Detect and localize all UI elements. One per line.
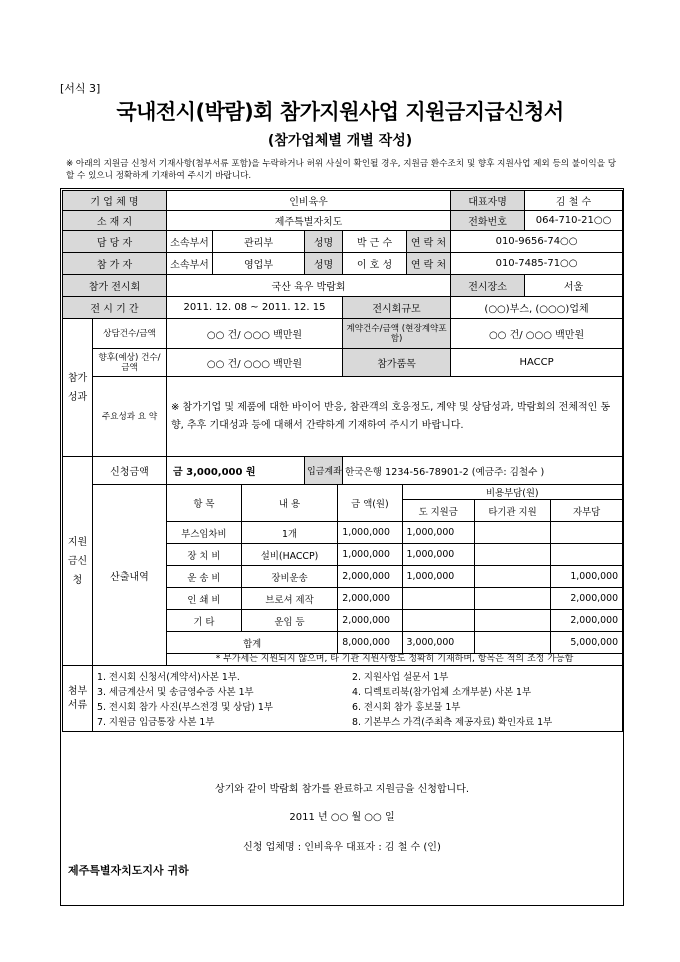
calc-item: 인 쇄 비 [167,588,241,610]
participant-dept-value[interactable]: 영업부 [213,253,305,275]
calc-support[interactable] [402,588,474,610]
manager-dept-value[interactable]: 관리부 [213,231,305,253]
attachments-list [93,667,622,730]
calc-content[interactable]: 1개 [241,522,337,544]
manager-name-label: 성명 [305,231,343,253]
exhibition-place-label: 전시장소 [451,275,525,297]
future-row [63,349,623,377]
future-label: 향후(예상) 건수/금액 [93,349,167,377]
attachment-item: 8. 기본부스 가격(주최측 제공자료) 확인자료 1부 [352,717,553,728]
ceo-label: 대표자명 [451,191,525,211]
application-section-label: 지원금신청 [63,457,93,666]
consult-row [63,319,623,349]
calc-amount[interactable]: 2,000,000 [338,610,402,632]
attachments-row [63,666,623,732]
outcome-row [63,377,623,457]
scale-label: 전시회규모 [343,297,451,319]
closing-date[interactable]: 2011 년 ○○ 월 ○○ 일 [289,812,395,823]
period-value[interactable]: 2011. 12. 08 ~ 2011. 12. 15 [167,297,343,319]
manager-name-value[interactable]: 박 근 수 [343,231,407,253]
document-title: 국내전시(박람)회 참가지원사업 지원금지급신청서 [116,100,564,124]
calc-self[interactable] [551,544,622,566]
calc-row-printing [167,588,622,610]
consult-label: 상담건수/금액 [93,319,167,349]
calc-self[interactable]: 1,000,000 [551,566,622,588]
calc-detail-table [167,485,622,665]
attachments-section-label: 첨부서류 [63,666,93,732]
items-value[interactable]: HACCP [451,349,623,377]
attachment-item: 5. 전시회 참가 사진(부스전경 및 상담) 1부 [97,702,273,713]
calc-support[interactable]: 1,000,000 [402,544,474,566]
participant-name-label: 성명 [305,253,343,275]
manager-contact-label: 연 락 처 [407,231,451,253]
calc-support[interactable]: 1,000,000 [402,566,474,588]
contract-value[interactable]: ○○ 건/ ○○○ 백만원 [451,319,623,349]
header-self: 자부담 [551,500,622,522]
calc-other[interactable] [474,522,550,544]
attachment-item: 3. 세금계산서 및 송금영수증 사본 1부 [97,687,254,698]
header-content: 내 용 [241,485,337,522]
address-label: 소 재 지 [63,211,167,231]
notice-text: ※ 아래의 지원금 신청서 기재사항(첨부서류 포함)을 누락하거나 허위 사실이 확인될 경우, 지원금 환수조치 및 향후 지원사업 제외 등의 불이익을 당할 수 있으니 정확하게 기재하여 주시기 바랍니다. [66,159,617,181]
scale-value[interactable]: (○○)부스, (○○○)업체 [451,297,623,319]
attachment-item: 2. 지원사업 설문서 1부 [352,672,449,683]
header-burden: 비용부담(원) [402,485,622,500]
header-support: 도 지원금 [402,500,474,522]
calc-item: 장 치 비 [167,544,241,566]
participant-dept-label: 소속부서 [167,253,213,275]
exhibition-place-value[interactable]: 서울 [525,275,623,297]
attachment-item: 4. 디렉토리북(참가업체 소개부분) 사본 1부 [352,687,532,698]
manager-row [63,231,623,253]
account-value[interactable]: 한국은행 1234-56-78901-2 (예금주: 김철수 ) [343,457,623,485]
address-value[interactable]: 제주특별자치도 [167,211,451,231]
calc-label: 산출내역 [93,485,167,666]
participant-row [63,253,623,275]
participant-contact-label: 연 락 처 [407,253,451,275]
amount-label: 신청금액 [93,457,167,485]
company-row [63,191,623,211]
exhibition-label: 참가 전시회 [63,275,167,297]
participant-label: 참 가 자 [63,253,167,275]
calc-row-etc [167,610,622,632]
calc-amount[interactable]: 2,000,000 [338,588,402,610]
calc-note: * 부가세는 지원되지 않으며, 타 기관 지원사항도 정확히 기재하며, 항목은 적의 조정 가능함 [167,654,622,666]
calc-support[interactable]: 1,000,000 [402,522,474,544]
closing-statement: 상기와 같이 박람회 참가를 완료하고 지원금을 신청합니다. [214,784,470,795]
contract-label: 계약건수/금액 (현장계약포함) [343,319,451,349]
outcome-value[interactable]: ※ 참가기업 및 제품에 대한 바이어 반응, 참관객의 호응정도, 계약 및 상담성과, 박람회의 전체적인 동향, 추후 기대성과 등에 대해서 간략하게 기재하여 주시기 바랍니다. [167,377,623,457]
addressee: 제주특별자치도지사 귀하 [68,864,189,877]
calc-item: 부스임차비 [167,522,241,544]
exhibition-name-value[interactable]: 국산 육우 박람회 [167,275,451,297]
company-name-value[interactable]: 인비육우 [167,191,451,211]
calc-total-self[interactable]: 5,000,000 [551,632,622,654]
calc-amount[interactable]: 1,000,000 [338,522,402,544]
period-label: 전 시 기 간 [63,297,167,319]
calc-other[interactable] [474,610,550,632]
attachment-item: 6. 전시회 참가 홍보물 1부 [352,702,461,713]
header-other: 타기관 지원 [474,500,550,522]
phone-label: 전화번호 [451,211,525,231]
document-subtitle: (참가업체별 개별 작성) [267,133,413,149]
calc-header-row-1 [167,485,622,500]
calc-content[interactable]: 운임 등 [241,610,337,632]
calc-content[interactable]: 설비(HACCP) [241,544,337,566]
calc-self[interactable]: 2,000,000 [551,588,622,610]
closing-signature[interactable]: 신청 업체명 : 인비육우 대표자 : 김 철 수 (인) [243,842,441,853]
items-label: 참가품목 [343,349,451,377]
participant-contact-value[interactable]: 010-7485-71○○ [451,253,623,275]
calc-other[interactable] [474,544,550,566]
period-row [63,297,623,319]
results-section-label: 참가성과 [63,319,93,457]
calc-row [63,485,623,666]
ceo-value[interactable]: 김 철 수 [525,191,623,211]
calc-other[interactable] [474,588,550,610]
participant-name-value[interactable]: 이 호 성 [343,253,407,275]
calc-total-row [167,632,622,654]
attachments-list-cell [93,666,623,732]
attachment-item: 7. 지원금 입금통장 사본 1부 [97,717,215,728]
calc-content[interactable]: 브로셔 제작 [241,588,337,610]
header-item: 항 목 [167,485,241,522]
calc-detail-cell [167,485,623,666]
address-row [63,211,623,231]
calc-support[interactable] [402,610,474,632]
form-number-label: [서식 3] [60,82,101,95]
amount-value[interactable]: 금 3,000,000 원 [167,457,305,485]
calc-total-other[interactable] [474,632,550,654]
calc-total-amount[interactable]: 8,000,000 [338,632,402,654]
outcome-label: 주요성과 요 약 [93,377,167,457]
future-value[interactable]: ○○ 건/ ○○○ 백만원 [167,349,343,377]
calc-amount[interactable]: 1,000,000 [338,544,402,566]
calc-row-booth [167,522,622,544]
consult-value[interactable]: ○○ 건/ ○○○ 백만원 [167,319,343,349]
calc-total-label: 합계 [167,632,338,654]
calc-item: 기 타 [167,610,241,632]
manager-label: 담 당 자 [63,231,167,253]
amount-row [63,457,623,485]
exhibition-row [63,275,623,297]
calc-content[interactable]: 장비운송 [241,566,337,588]
calc-row-equipment [167,544,622,566]
calc-total-support[interactable]: 3,000,000 [402,632,474,654]
account-label: 입금계좌 [305,457,343,485]
calc-self[interactable] [551,522,622,544]
calc-item: 운 송 비 [167,566,241,588]
calc-other[interactable] [474,566,550,588]
calc-amount[interactable]: 2,000,000 [338,566,402,588]
phone-value[interactable]: 064-710-21○○ [525,211,623,231]
company-name-label: 기 업 체 명 [63,191,167,211]
calc-note-row [167,654,622,666]
header-amount: 금 액(원) [338,485,402,522]
calc-self[interactable]: 2,000,000 [551,610,622,632]
calc-row-transport [167,566,622,588]
manager-dept-label: 소속부서 [167,231,213,253]
manager-contact-value[interactable]: 010-9656-74○○ [451,231,623,253]
application-form-table [62,190,623,732]
attachment-item: 1. 전시회 신청서(계약서)사본 1부. [97,672,240,683]
